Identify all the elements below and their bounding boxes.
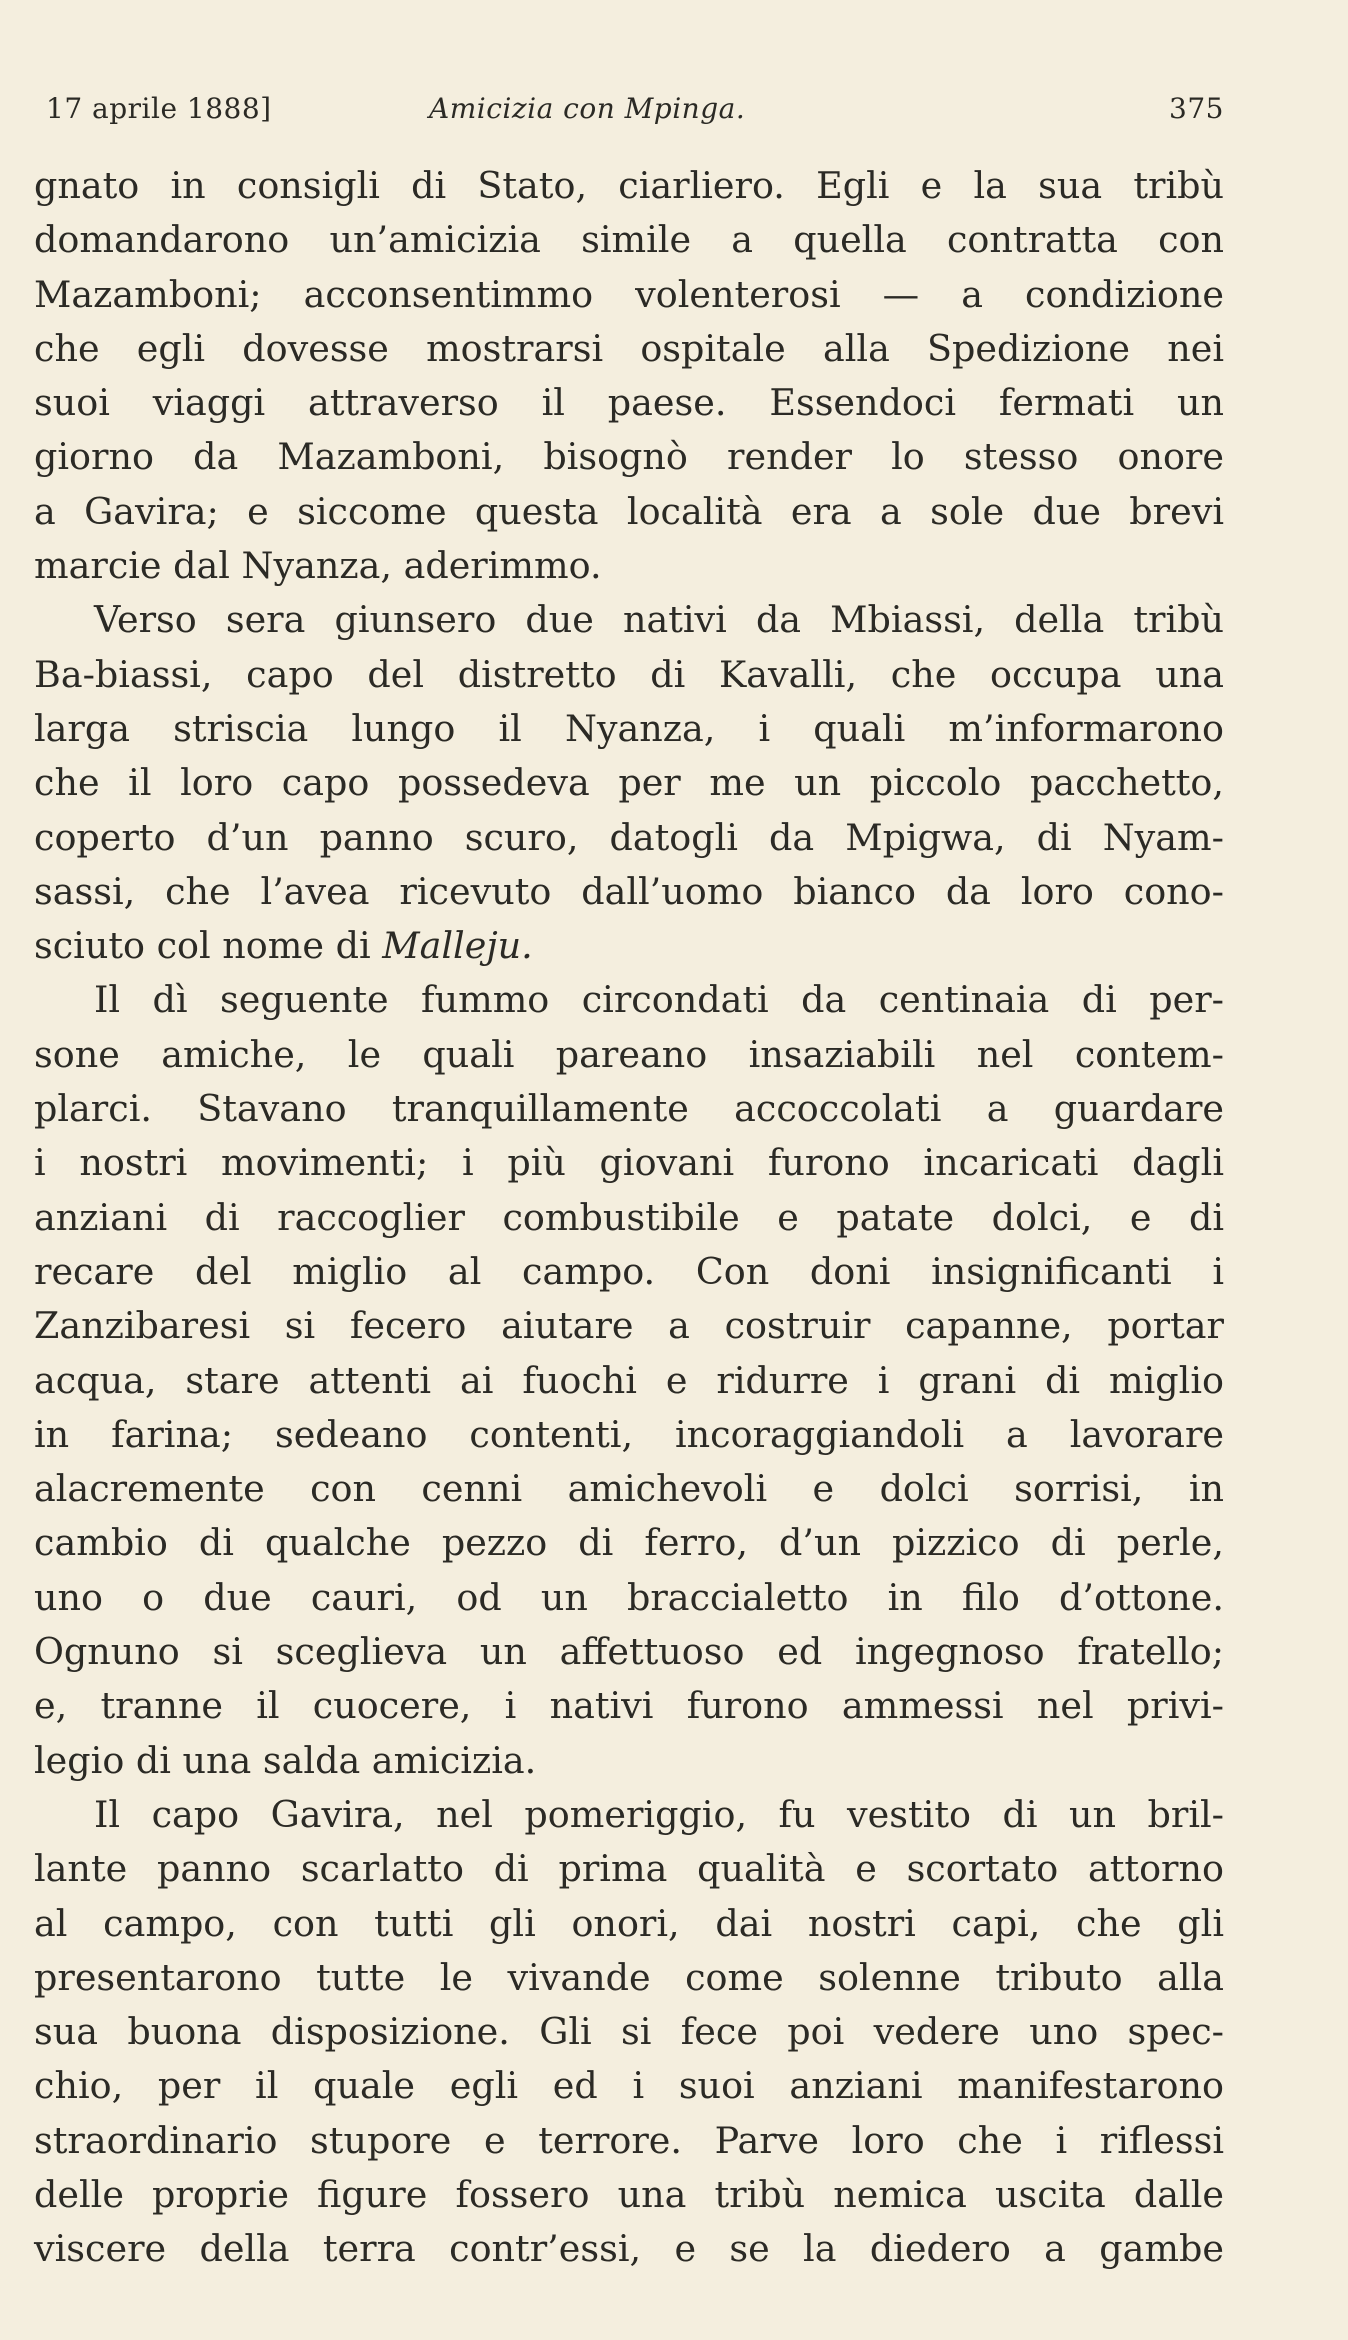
text-line-prefix: sciuto col nome di <box>34 924 383 968</box>
header-title: Amicizia con Mpinga. <box>429 92 746 125</box>
text-line: recare del miglio al campo. Con doni insignificanti i <box>34 1249 1224 1293</box>
italic-name: Malleju. <box>382 924 533 968</box>
text-line: gnato in consigli di Stato, ciarliero. Egli e la sua tribù <box>34 164 1224 207</box>
text-line: Il capo Gavira, nel pomeriggio, fu vestito di un bril- <box>94 1792 1224 1836</box>
text-line: acqua, stare attenti ai fuochi e ridurre i grani di miglio <box>34 1358 1224 1402</box>
text-line: alacremente con cenni amichevoli e dolci sorrisi, in <box>34 1467 1224 1511</box>
text-line: e, tranne il cuocere, i nativi furono ammessi nel privi- <box>34 1684 1224 1728</box>
text-line <box>34 919 1224 973</box>
text-line: Ognuno si sceglieva un affettuoso ed ingegnoso fratello; <box>34 1630 1224 1674</box>
text-line: uno o due cauri, od un braccialetto in filo d’ottone. <box>34 1575 1224 1619</box>
text-line: Verso sera giunsero due nativi da Mbiassi, della tribù <box>94 598 1224 642</box>
text-line: sone amiche, le quali pareano insaziabili nel contem- <box>34 1032 1224 1076</box>
text-line: anziani di raccoglier combustibile e patate dolci, e di <box>34 1195 1224 1239</box>
text-line: che egli dovesse mostrarsi ospitale alla Spedizione nei <box>34 326 1224 370</box>
text-line: sua buona disposizione. Gli si fece poi vedere uno spec- <box>34 2010 1224 2054</box>
text-line: Il dì seguente fummo circondati da centinaia di per- <box>94 978 1224 1022</box>
text-line: i nostri movimenti; i più giovani furono incaricati dagli <box>34 1141 1224 1185</box>
text-line: suoi viaggi attraverso il paese. Essendoci fermati un <box>34 381 1224 425</box>
text-line: viscere della terra contr’essi, e se la diedero a gambe <box>34 2227 1224 2271</box>
body-text <box>34 159 1224 2277</box>
text-line: coperto d’un panno scuro, datogli da Mpigwa, di Nyam- <box>34 815 1224 859</box>
text-line: a Gavira; e siccome questa località era a sole due brevi <box>34 489 1224 533</box>
text-line: che il loro capo possedeva per me un piccolo pacchetto, <box>34 761 1224 805</box>
text-line: giorno da Mazamboni, bisognò render lo stesso onore <box>34 435 1224 479</box>
text-line: legio di una salda amicizia. <box>34 1738 537 1782</box>
header-date: 17 aprile 1888] <box>46 92 272 125</box>
text-line: straordinario stupore e terrore. Parve loro che i riflessi <box>34 2118 1224 2162</box>
text-line: chio, per il quale egli ed i suoi anziani manifestarono <box>34 2064 1224 2108</box>
text-line: lante panno scarlatto di prima qualità e scortato attorno <box>34 1847 1224 1891</box>
page-number: 375 <box>1169 92 1224 125</box>
text-line: al campo, con tutti gli onori, dai nostri capi, che gli <box>34 1901 1224 1945</box>
text-line: cambio di qualche pezzo di ferro, d’un pizzico di perle, <box>34 1521 1224 1565</box>
text-line: sassi, che l’avea ricevuto dall’uomo bianco da loro cono- <box>34 869 1224 913</box>
text-line: plarci. Stavano tranquillamente accoccolati a guardare <box>34 1087 1224 1131</box>
text-line: domandarono un’amicizia simile a quella contratta con <box>34 218 1224 262</box>
text-line: larga striscia lungo il Nyanza, i quali m’informarono <box>34 706 1224 750</box>
text-line: marcie dal Nyanza, aderimmo. <box>34 544 602 588</box>
text-line: Zanzibaresi si fecero aiutare a costruir capanne, portar <box>34 1304 1224 1348</box>
text-line: presentarono tutte le vivande come solenne tributo alla <box>34 1955 1224 1999</box>
text-line: delle proprie figure fossero una tribù nemica uscita dalle <box>34 2172 1224 2216</box>
text-line: Mazamboni; acconsentimmo volenterosi — a condizione <box>34 272 1224 316</box>
text-line: Ba-biassi, capo del distretto di Kavalli, che occupa una <box>34 652 1224 696</box>
text-line: in farina; sedeano contenti, incoraggiandoli a lavorare <box>34 1412 1224 1456</box>
running-head <box>34 92 1224 132</box>
